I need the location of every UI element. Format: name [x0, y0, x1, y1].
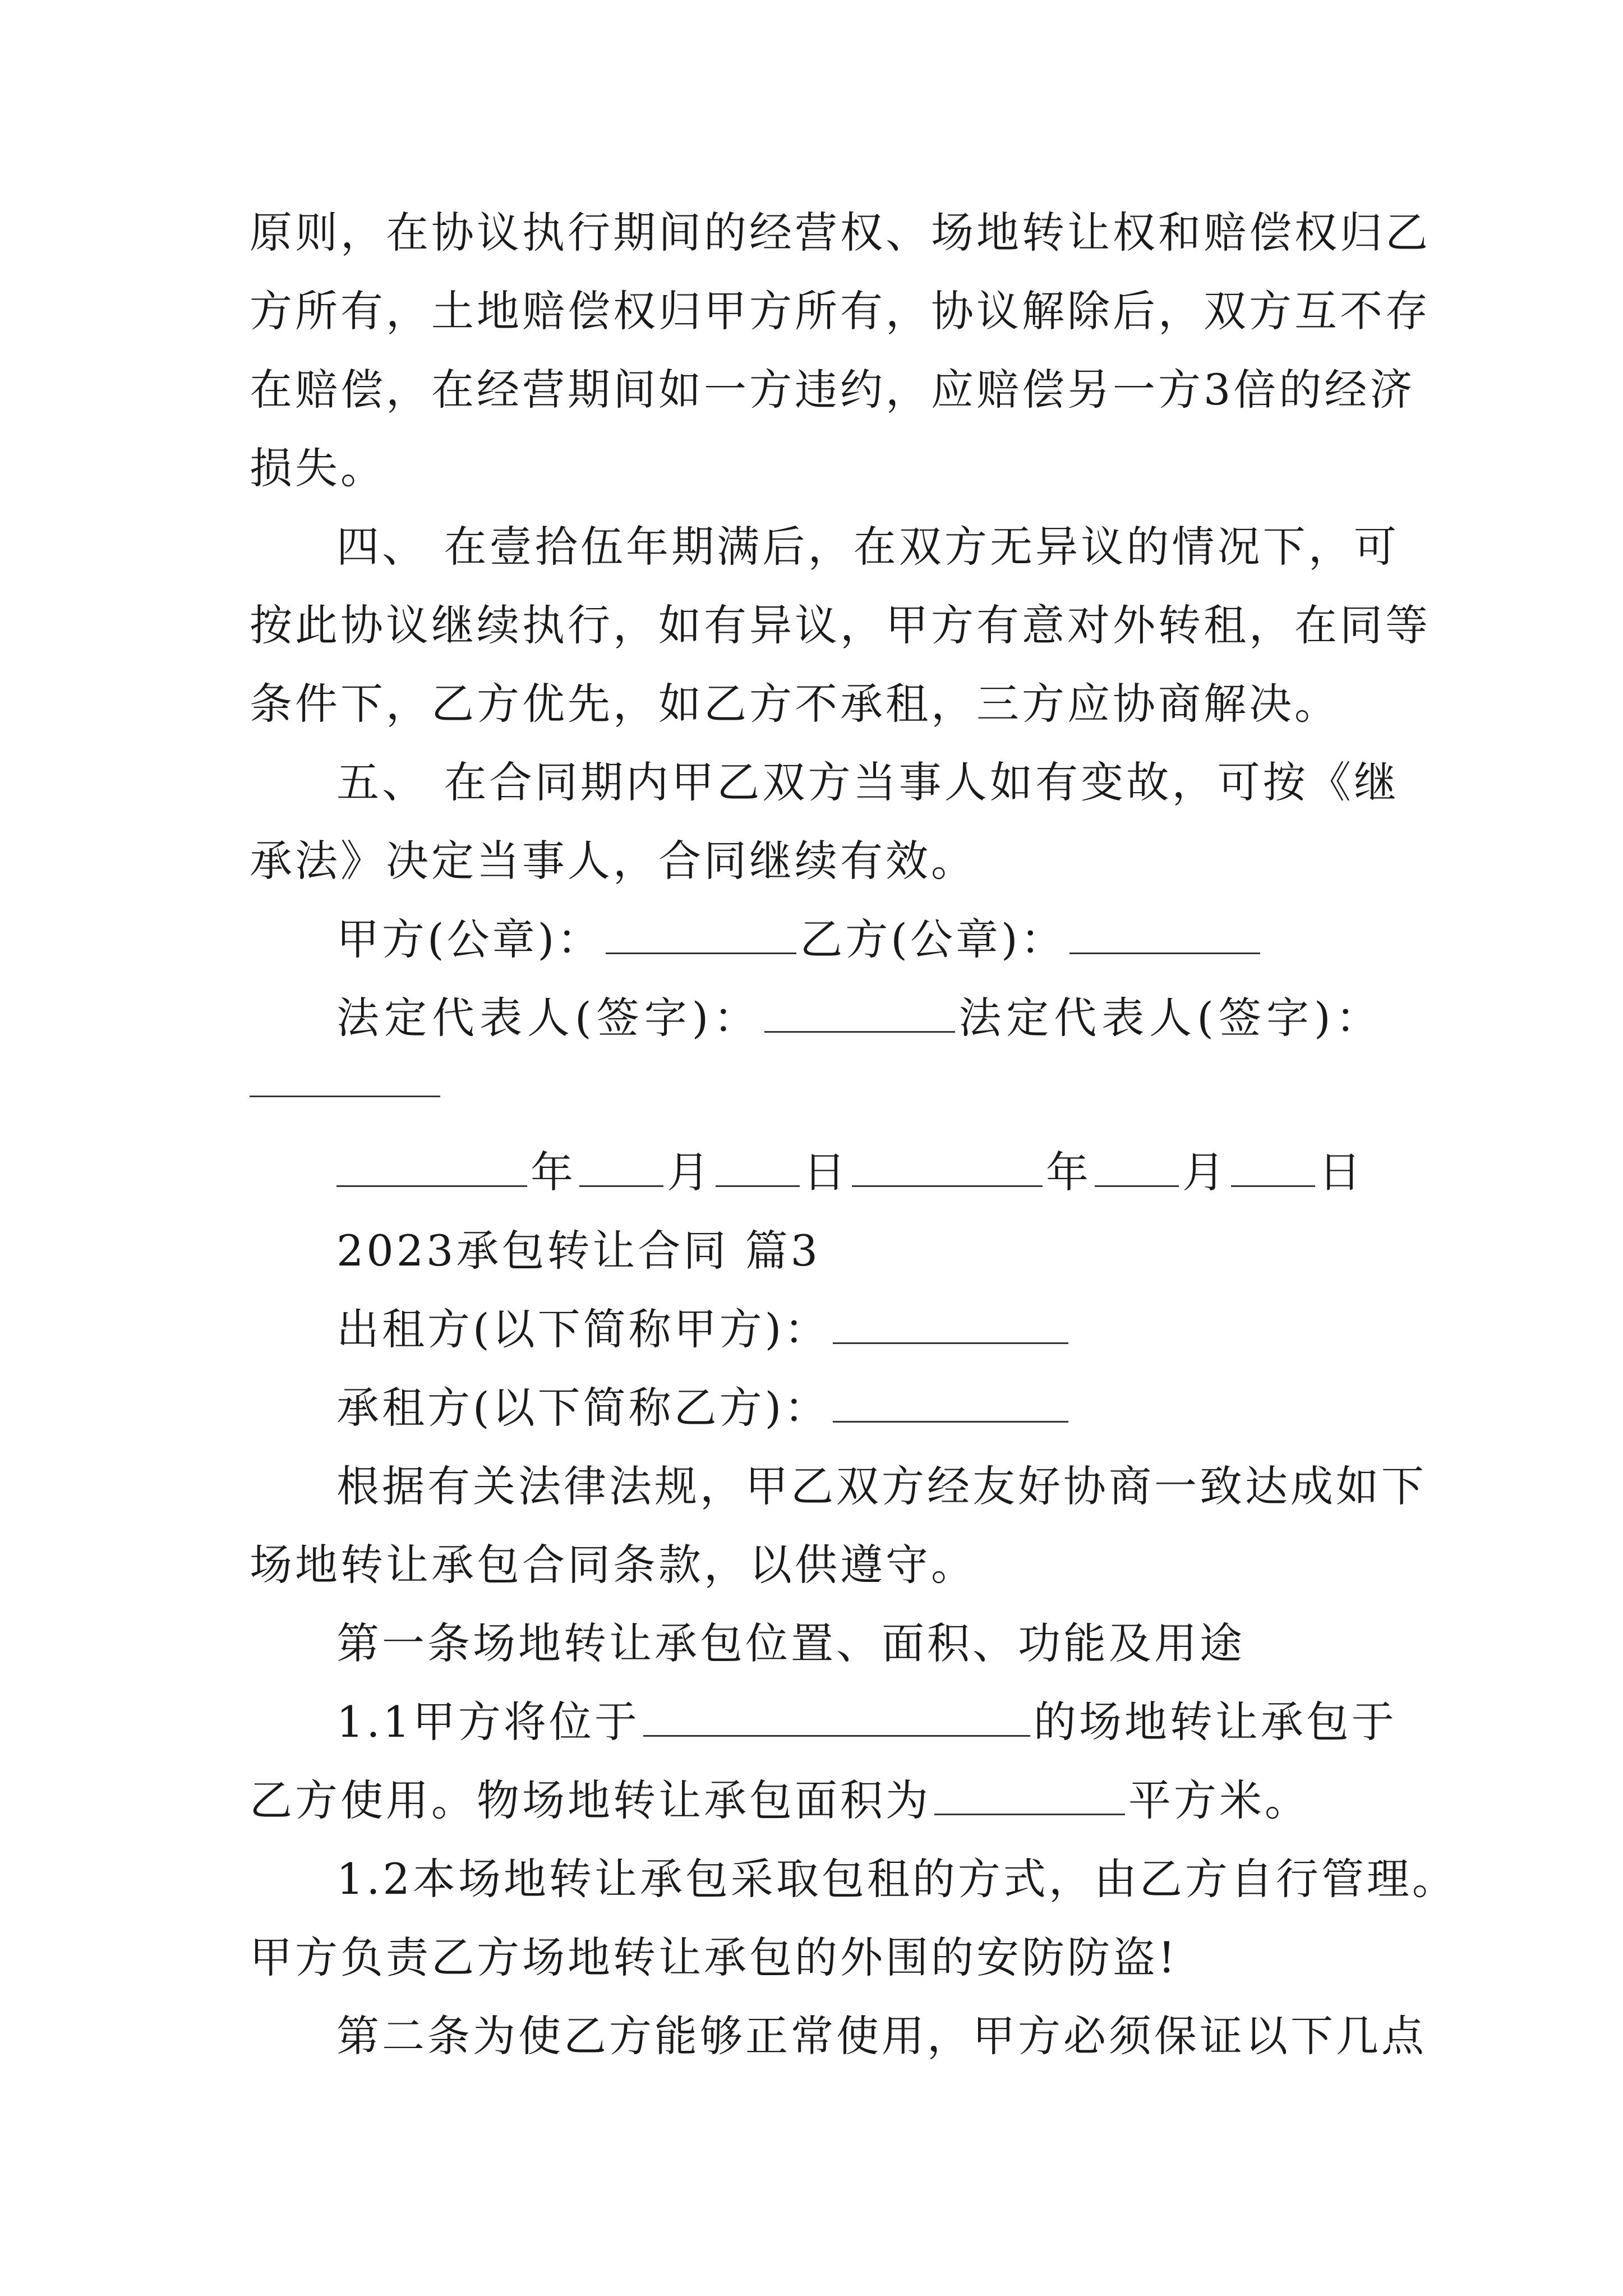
- day-b-blank: [1231, 1151, 1315, 1187]
- rep-a-label: 法定代表人(签字)：: [336, 993, 762, 1043]
- area-suffix: 平方米。: [1128, 1775, 1310, 1825]
- month-b-blank: [1095, 1151, 1179, 1187]
- article-two-line: 第二条为使乙方能够正常使用，甲方必须保证以下几点: [336, 2011, 1427, 2061]
- signature-row-rep: [336, 990, 1486, 1046]
- rep-a-blank: [764, 996, 955, 1033]
- area-prefix: 乙方使用。物场地转让承包面积为: [250, 1775, 931, 1825]
- clause-1-1-prefix: 1.1甲方将位于: [336, 1697, 640, 1747]
- year-a-label: 年: [531, 1147, 576, 1197]
- paragraph-line: 损失。: [250, 443, 386, 493]
- year-b-label: 年: [1046, 1147, 1091, 1197]
- paragraph-line: 甲方负责乙方场地转让承包的外围的安防防盗!: [250, 1932, 1178, 1982]
- day-a-label: 日: [803, 1147, 849, 1197]
- year-b-blank: [852, 1151, 1043, 1187]
- clause-1-1-row: [336, 1694, 1486, 1750]
- paragraph-line: 在赔偿，在经营期间如一方违约，应赔偿另一方3倍的经济: [250, 365, 1415, 415]
- rep-b-blank: [250, 1096, 440, 1097]
- lessee-label: 承租方(以下简称乙方)：: [336, 1383, 830, 1433]
- location-blank: [643, 1700, 1030, 1737]
- article-one-heading: 第一条场地转让承包位置、面积、功能及用途: [336, 1618, 1245, 1668]
- lessor-row: [336, 1301, 1486, 1358]
- paragraph-line: 按此协议继续执行，如有异议，甲方有意对外转租，在同等: [250, 600, 1431, 650]
- rep-b-label: 法定代表人(签字)：: [958, 993, 1384, 1043]
- month-a-blank: [579, 1151, 663, 1187]
- clause-four-line: 四、 在壹拾伍年期满后，在双方无异议的情况下，可: [336, 522, 1399, 572]
- clause-1-2-line: 1.2本场地转让承包采取包租的方式，由乙方自行管理。: [336, 1854, 1458, 1904]
- lessor-blank: [833, 1308, 1068, 1344]
- clause-five-line: 五、 在合同期内甲乙双方当事人如有变故，可按《继: [336, 757, 1399, 807]
- clause-1-1-suffix: 的场地转让承包于: [1033, 1697, 1397, 1747]
- paragraph-line: 条件下，乙方优先，如乙方不承租，三方应协商解决。: [250, 679, 1340, 729]
- area-blank: [934, 1779, 1125, 1815]
- paragraph-line: 承法》决定当事人，合同继续有效。: [250, 836, 976, 886]
- party-b-seal-label: 乙方(公章)：: [800, 914, 1066, 964]
- signature-row-seal: [336, 912, 1486, 968]
- party-b-seal-blank: [1069, 918, 1260, 954]
- party-a-seal-label: 甲方(公章)：: [336, 914, 603, 964]
- party-a-seal-blank: [606, 918, 796, 954]
- section-heading: 2023承包转让合同 篇3: [336, 1226, 820, 1276]
- lessee-row: [336, 1380, 1486, 1436]
- month-b-label: 月: [1182, 1147, 1228, 1197]
- date-row: [336, 1144, 1486, 1200]
- clause-1-1-row2: [250, 1773, 1399, 1829]
- lessee-blank: [833, 1386, 1068, 1423]
- day-a-blank: [716, 1151, 800, 1187]
- day-b-label: 日: [1318, 1147, 1364, 1197]
- lessor-label: 出租方(以下简称甲方)：: [336, 1304, 830, 1354]
- month-a-label: 月: [667, 1147, 712, 1197]
- paragraph-line: 方所有，土地赔偿权归甲方所有，协议解除后，双方互不存: [250, 286, 1431, 336]
- year-a-blank: [336, 1151, 527, 1187]
- paragraph-line: 根据有关法律法规，甲乙双方经友好协商一致达成如下: [336, 1461, 1427, 1511]
- paragraph-line: 场地转让承包合同条款，以供遵守。: [250, 1540, 976, 1590]
- paragraph-line: 原则，在协议执行期间的经营权、场地转让权和赔偿权归乙: [250, 208, 1431, 257]
